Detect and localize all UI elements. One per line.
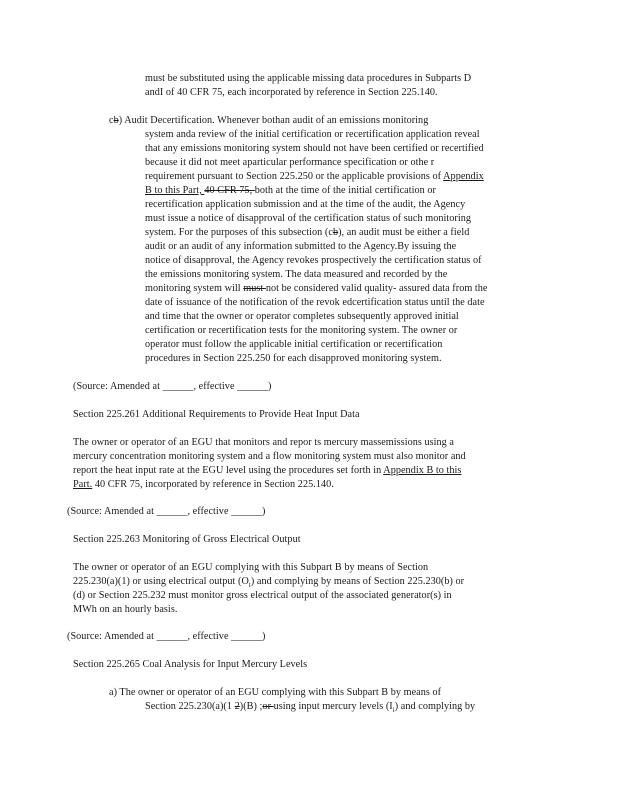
section-261-heading: Section 225.261 Additional Requirements to Provide Heat Input Data: [73, 409, 360, 420]
source-3-close: ): [262, 631, 266, 642]
item-a-deleted-2: 2: [234, 701, 240, 712]
para-c-line-9: [145, 227, 469, 239]
output-subscript: t: [248, 581, 251, 590]
appendix-b-link: Appendix: [443, 171, 484, 182]
section-261-line-3: [73, 465, 461, 477]
para-c-line-7: recertification application submission and at the time of the audit, the Agency: [145, 199, 466, 210]
continued-line-2: andI of 40 CFR 75, each incorporated by reference in Section 225.140.: [145, 87, 438, 98]
appendix-b-this-link: Appendix B to this: [383, 465, 462, 476]
section-265-item-a-line-2: [145, 701, 475, 716]
para-c-line-15: and time that the owner or operator completes subsequently approved initial: [145, 311, 459, 322]
para-c-line-9-tail: ), an audit must be either a field: [338, 227, 470, 238]
source-note-2: [67, 506, 265, 518]
subsection-new: c: [328, 227, 333, 238]
item-a-deleted-or: or: [262, 701, 274, 712]
section-261-line-3-text: report the heat input rate at the EGU level using the procedures set forth in: [73, 465, 384, 476]
para-c-line-13-tail: not be considered valid quality- assured data from the: [265, 283, 488, 294]
appendix-part-ref: B to this Part,: [145, 185, 205, 196]
source-1-effective: , effective: [193, 381, 235, 392]
source-3-effective: , effective: [187, 631, 229, 642]
para-c-line-8: must issue a notice of disapproval of the certification status of such monitoring: [145, 213, 472, 224]
source-2-blank-2: ______: [231, 506, 263, 517]
section-263-line-2: [73, 576, 464, 591]
para-c-line-11: notice of disapproval, the Agency revokes prospectively the certification status of: [145, 255, 482, 266]
item-a-line-2-end: ) and complying by: [394, 701, 476, 712]
item-a-line-2-mid: )(B) ;: [239, 701, 263, 712]
para-c-line-14: date of issuance of the notification of the revok edcertification status until the date: [145, 297, 485, 308]
source-2-blank-1: ______: [156, 506, 188, 517]
para-c-line-4: because it did not meet aparticular performance specification or othe r: [145, 157, 435, 168]
source-1-blank-1: ______: [162, 381, 194, 392]
para-c-line-6-tail: both at the time of the initial certification or: [254, 185, 436, 196]
source-3-label: (Source: Amended at: [67, 631, 154, 642]
section-263-line-1: The owner or operator of an EGU complying with this Subpart B by means of Section: [73, 562, 429, 573]
para-c-marker-old: b: [113, 115, 119, 126]
continued-line-1: must be substituted using the applicable missing data procedures in Subparts D: [145, 73, 472, 84]
subsection-old: b: [332, 227, 339, 238]
para-c-marker-close: ): [118, 115, 123, 126]
para-c-line-3: that any emissions monitoring system should not have been certified or recertified: [145, 143, 484, 154]
source-note-1: [73, 381, 271, 393]
para-c-line-12: the emissions monitoring system. The data measured and recorded by the: [145, 269, 448, 280]
para-c-line-6: [145, 185, 436, 197]
para-c-line-10: audit or an audit of any information submitted to the Agency.By issuing the: [145, 241, 457, 252]
part-link: Part.: [73, 479, 93, 490]
source-2-label: (Source: Amended at: [67, 506, 154, 517]
input-subscript: i: [392, 706, 395, 715]
source-3-blank-2: ______: [231, 631, 263, 642]
para-c-marker-new: c: [109, 115, 114, 126]
source-3-blank-1: ______: [156, 631, 188, 642]
section-261-line-1: The owner or operator of an EGU that monitors and repor ts mercury massemissions using a: [73, 437, 454, 448]
section-261-line-2: mercury concentration monitoring system and a flow monitoring system must also monitor and: [73, 451, 466, 462]
para-c-line-18: procedures in Section 225.250 for each disapproved monitoring system.: [145, 353, 442, 364]
para-c-line-5-text: requirement pursuant to Section 225.250 or the applicable provisions of: [145, 171, 444, 182]
para-c-line-2: system anda review of the initial certification or recertification application reveal: [145, 129, 480, 140]
para-c-line-5: [145, 171, 484, 183]
item-a-line-2-tail: using input mercury levels (I: [273, 701, 393, 712]
item-a-line-2-start: Section 225.230(a)(1: [145, 701, 235, 712]
source-2-effective: , effective: [187, 506, 229, 517]
para-c-line-1-text: Audit Decertification. Whenever bothan audit of an emissions monitoring: [124, 115, 429, 126]
section-263-line-2-text: 225.230(a)(1) or using electrical output (O: [73, 576, 249, 587]
deleted-cfr-ref: 40 CFR 75,: [204, 185, 255, 196]
deleted-must: must: [243, 283, 266, 294]
section-261-line-4-text: 40 CFR 75, incorporated by reference in Section 225.140.: [92, 479, 334, 490]
section-263-line-3: (d) or Section 225.232 must monitor gross electrical output of the associated generator(s) in: [73, 590, 452, 601]
para-c-line-13-text: monitoring system will: [145, 283, 244, 294]
para-c-line-17: operator must follow the applicable initial certification or recertification: [145, 339, 443, 350]
para-c-line-16: certification or recertification tests for the monitoring system. The owner or: [145, 325, 458, 336]
section-261-line-4: [73, 479, 334, 491]
section-265-heading: Section 225.265 Coal Analysis for Input Mercury Levels: [73, 659, 308, 670]
section-265-item-a-line-1: a) The owner or operator of an EGU complying with this Subpart B by means of: [109, 687, 442, 698]
section-263-heading: Section 225.263 Monitoring of Gross Electrical Output: [73, 534, 301, 545]
source-note-3: [67, 631, 265, 643]
section-263-line-2-tail: ) and complying by means of Section 225.230(b) or: [250, 576, 465, 587]
source-1-label: (Source: Amended at: [73, 381, 160, 392]
source-1-close: ): [268, 381, 272, 392]
source-2-close: ): [262, 506, 266, 517]
para-c-line-1: [109, 115, 428, 127]
section-263-line-4: MWh on an hourly basis.: [73, 604, 178, 615]
para-c-line-9-text: system. For the purposes of this subsection (: [145, 227, 329, 238]
para-c-line-13: [145, 283, 488, 295]
source-1-blank-2: ______: [237, 381, 269, 392]
